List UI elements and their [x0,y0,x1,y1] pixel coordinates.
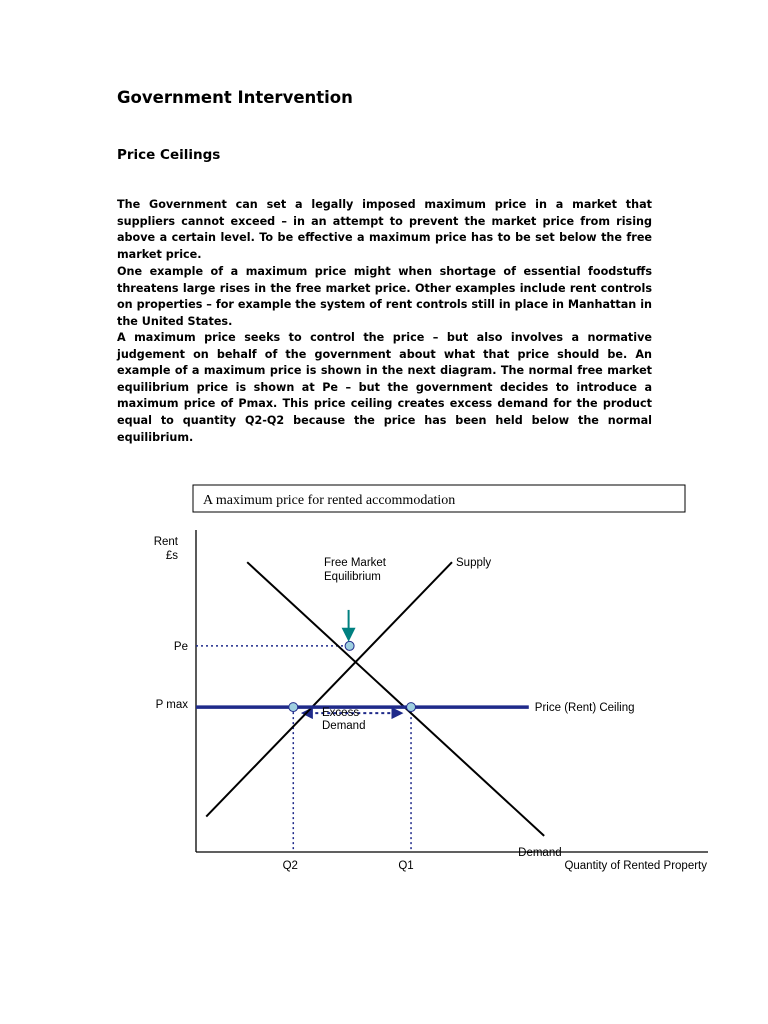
supply-label: Supply [456,557,492,570]
chart-title: A maximum price for rented accommodation [203,493,456,508]
price-ceiling-chart [0,470,768,910]
equilibrium-annotation-line-1: Free Market [324,557,386,569]
y-axis-label-line-1: Rent [153,536,178,548]
equilibrium-point [345,641,354,650]
excess-annotation-line-1: Excess [322,707,360,719]
pe-label: Pe [173,640,188,653]
supply-line [206,562,452,816]
page-title: Government Intervention [117,88,353,107]
equilibrium-annotation-line-2: Equilibrium [324,571,381,583]
paragraph-1: The Government can set a legally imposed maximum price in a market that suppliers cannot exceed – in an attempt to prevent the market price from rising above a certain level. To be effective a maximum price has to be set below the free market price. [117,198,652,261]
q1-label: Q1 [398,860,414,872]
excess-annotation-line-2: Demand [322,720,366,732]
price-ceiling-label: Price (Rent) Ceiling [534,702,635,715]
ceiling-supply-point [289,703,298,712]
y-axis-label-line-2: £s [165,550,178,562]
demand-line [247,562,544,836]
q2-label: Q2 [282,860,298,872]
paragraph-2: One example of a maximum price might when shortage of essential foodstuffs threatens large rises in the free market price. Other examples include rent controls on properties – for example the system of rent controls still in place in Manhattan in the United States. [117,265,652,328]
pmax-label: P max [155,699,188,712]
section-title: Price Ceilings [117,147,221,163]
ceiling-demand-point [407,703,416,712]
demand-label: Demand [518,846,562,859]
paragraph-3: A maximum price seeks to control the price – but also involves a normative judgement on behalf of the government about what that price should be. An example of a maximum price is shown in the next diagram. The normal free market equilibrium price is shown at Pe – but the government decides to introduce a maximum price of Pmax. This price ceiling creates excess demand for the product equal to quantity Q2-Q2 because the price has been held below the normal equilibrium. [117,331,652,444]
x-axis-label: Quantity of Rented Property [564,860,707,872]
